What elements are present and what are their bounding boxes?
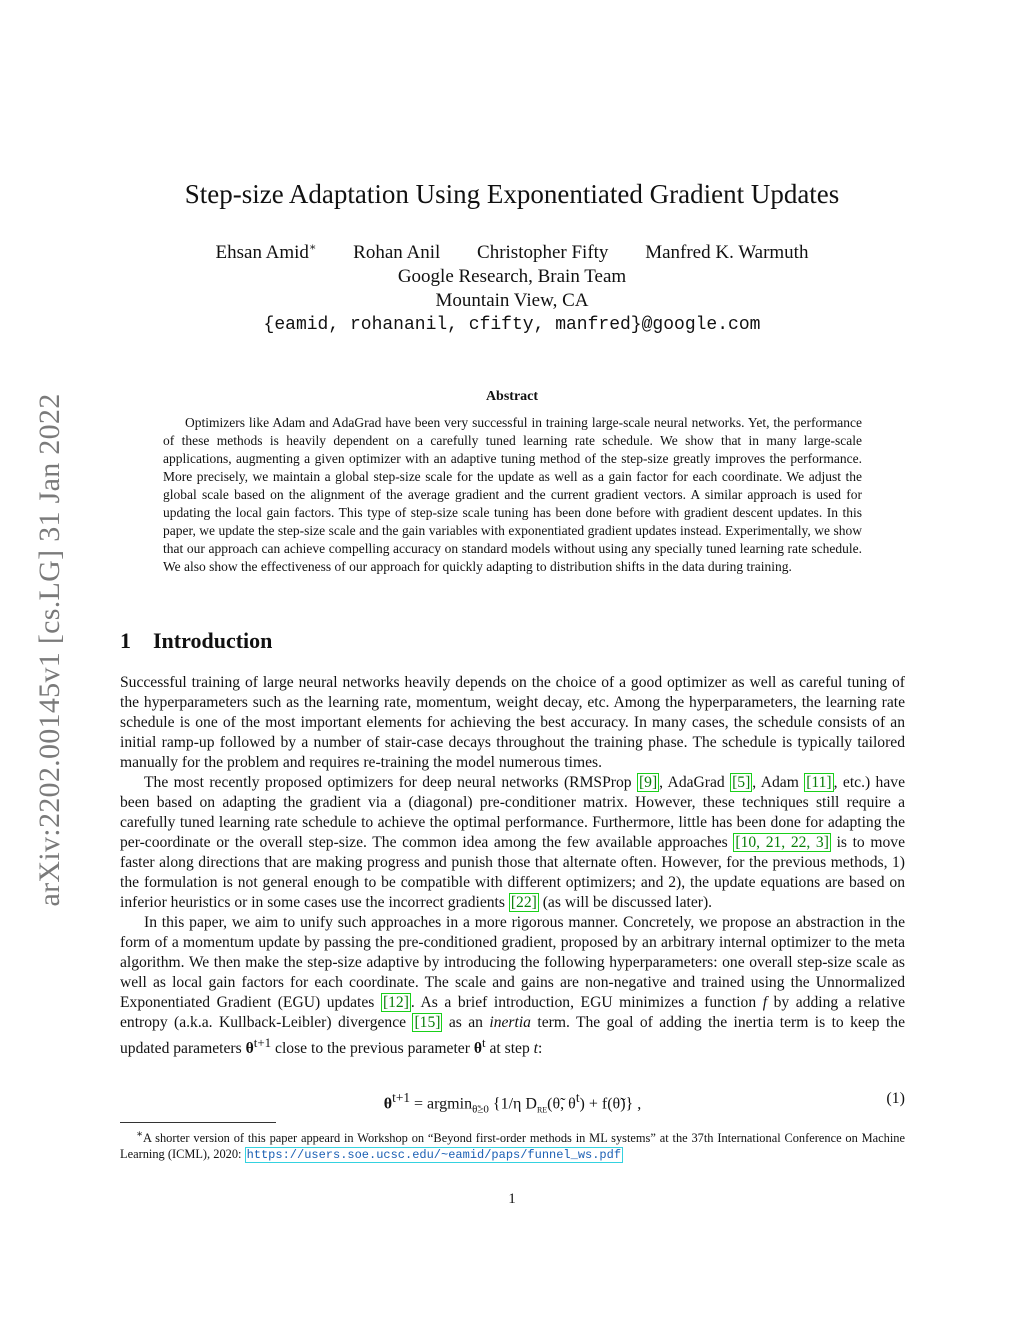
footnote-url-link[interactable]: https://users.soe.ucsc.edu/~eamid/paps/funnel_ws.pdf [246, 1148, 622, 1163]
footnote-divider [120, 1122, 276, 1123]
author-footnote-mark: ∗ [308, 242, 317, 254]
paragraph: The most recently proposed optimizers for deep neural networks (RMSProp [9] , AdaGrad [5] , Adam [11] , etc.) have been based on adapting the gradient via a (diagonal) pre-conditioner matrix. However, these techniques still require a carefully tuned learning rate schedule to achieve the optimal performance. Furthermore, little has been done for adapting the per-coordinate or the overall step-size. The common idea among the few available approaches [10, 21, 22, 3] is to move faster along directions that are making progress and punish those that alternate often. However, for the previous methods, 1) the formulation is not general enough to be compatible with different optimizers; and 2), the update equations are based on inferior heuristics or in some cases use the incorrect gradients [22] (as will be discussed later). [120, 774, 906, 911]
author-name: Rohan Anil [353, 242, 441, 264]
citation-link[interactable]: [15] [414, 1014, 441, 1031]
author-emails: {eamid, rohananil, cfifty, manfred}@google.com [263, 315, 761, 336]
citation-link[interactable]: [12] [382, 994, 409, 1011]
arxiv-identifier-stamp [30, 360, 70, 940]
author-name: Ehsan Amid∗ [215, 242, 317, 264]
author-block [0, 236, 1024, 337]
paper-title: Step-size Adaptation Using Exponentiated Gradient Updates [184, 179, 840, 209]
citation-link[interactable]: [22] [510, 894, 537, 911]
paragraph: In this paper, we aim to unify such approaches in a more rigorous manner. Concretely, we propose an abstraction in the form of a momentum update by passing the pre-conditioned gradient, proposed by an arbitrary internal optimizer to the meta algorithm. We then make the step-size adaptive by introducing the following hyperparameters: one overall step-size scale as well as local gain factors for each coordinate. The scale and gains are non-negative and trained using the Unnormalized Exponentiated Gradient (EGU) updates [12] . As a brief introduction, EGU minimizes a function f by adding a relative entropy (a.k.a. Kullback-Leibler) divergence [15] as an inertia term. The goal of adding the inertia term is to keep the updated parameters $\theta^{t+1}$ close to the previous parameter $\theta^t$ at step t: [120, 914, 905, 1058]
introduction-body [120, 673, 905, 1059]
citation-link[interactable]: [11] [806, 774, 832, 791]
abstract-heading: Abstract [485, 389, 539, 404]
citation-link[interactable]: [9] [638, 774, 658, 791]
citation-link[interactable]: [5] [732, 774, 751, 791]
section-number: 1 [120, 628, 131, 653]
citation-link[interactable]: [10, 21, 22, 3] [735, 834, 829, 851]
abstract-text: Optimizers like Adam and AdaGrad have been very successful in training large-scale neural networks. Yet, the performance of these methods is heavily dependent on a carefully tuned learning rate schedule. We show that in many large-scale applications, augmenting a given optimizer with an adaptive tuning method of the step-size greatly improves the performance. More precisely, we maintain a global step-size scale for the update as well as a gain factor for each coordinate. We adjust the global scale based on the alignment of the average gradient and the current gradient vectors. A similar approach is used for updating the local gain factors. This type of step-size scale tuning has been done before with gradient descent updates. In this paper, we update the step-size scale and the gain variables with exponentiated gradient updates instead. Experimentally, we show that our approach can achieve compelling accuracy on standard models without using any specially tuned learning rate schedule. We also show the effectiveness of our approach for quickly adapting to distribution shifts in the data during training. [163, 415, 862, 574]
section-title: Introduction [153, 628, 273, 653]
author-names [0, 236, 1024, 265]
paragraph: Successful training of large neural networks heavily depends on the choice of a good optimizer as well as careful tuning of the hyperparameters such as the learning rate, momentum, weight decay, etc. Among the hyperparameters, the learning rate schedule is one of the most important elements for achieving the best accuracy. In many cases, the schedule consists of an initial ramp-up followed by a number of stair-case decays throughout the training phase. The schedule is typically tailored manually for the problem and requires re-training the model numerous times. [120, 674, 905, 771]
author-name: Manfred K. Warmuth [645, 242, 809, 264]
page-number: 1 [508, 1191, 516, 1207]
section-heading-introduction [120, 628, 272, 654]
equation-1 [120, 1090, 905, 1114]
footnote: ∗A shorter version of this paper appeard in Workshop on “Beyond first-order methods in ML systems” at the 37th International Conference on Machine Learning (ICML), 2020: https://users.soe.ucsc.edu/~eamid/paps/funnel_ws.pdf [120, 1129, 905, 1163]
equation-formula: $\theta^{t+1} = argmin_{\thetã\ge 0}$ {1/η $D_{RE}(\thetã$, $\theta^t$) + f(θ̃)} , [383, 1090, 642, 1116]
equation-number: (1) [886, 1090, 905, 1107]
affiliation: Google Research, Brain Team [397, 266, 627, 288]
location: Mountain View, CA [435, 290, 589, 312]
author-name: Christopher Fifty [477, 242, 609, 264]
arxiv-identifier-text: arXiv:2202.00145v1 [cs.LG] 31 Jan 2022 [33, 393, 66, 907]
